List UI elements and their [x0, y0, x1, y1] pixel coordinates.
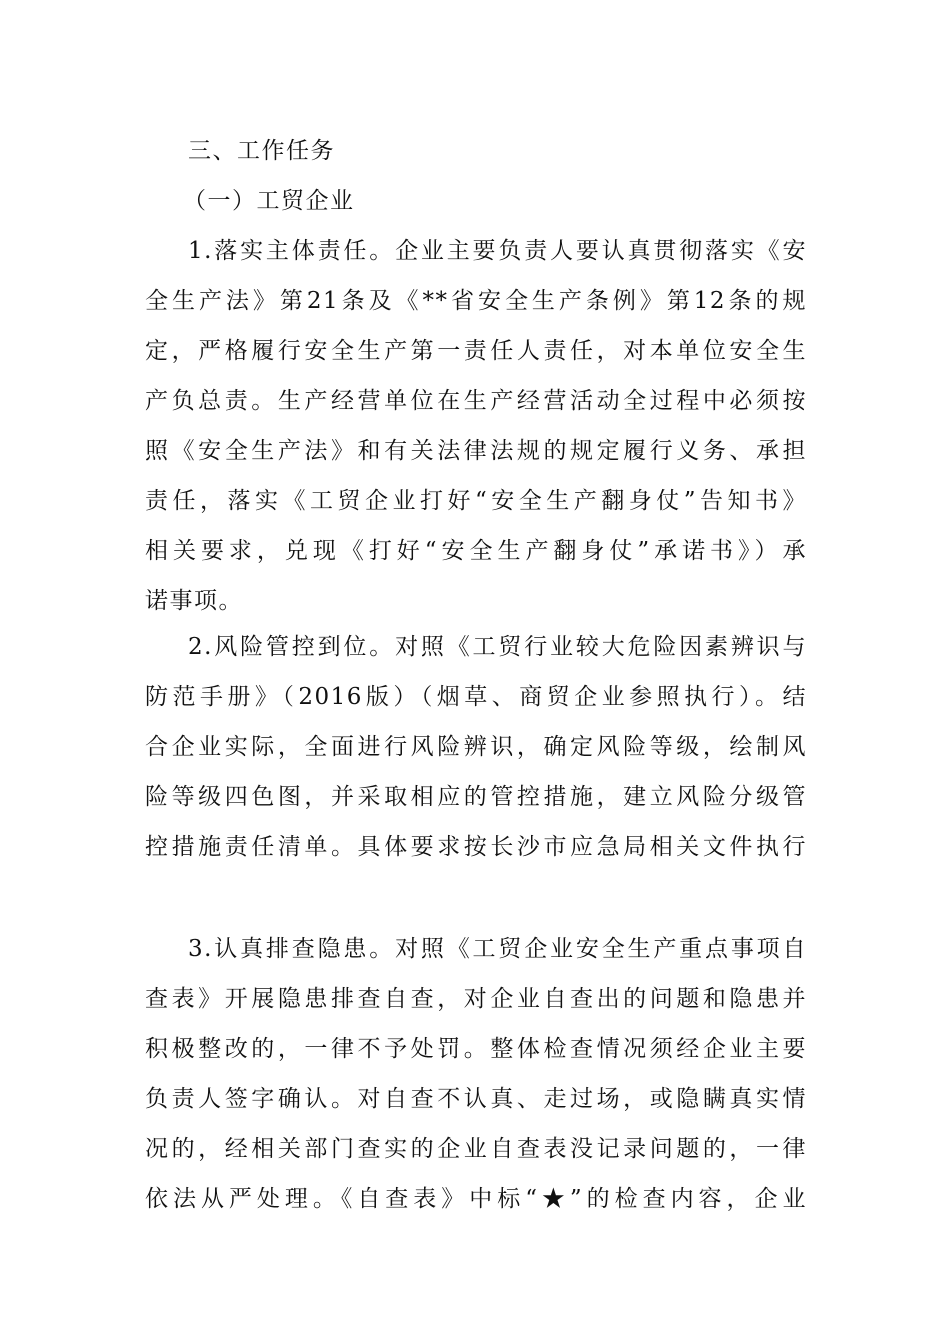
paragraph-line: 依法从严处理。《自查表》中标“★”的检查内容，企业: [145, 1186, 807, 1212]
paragraph-line: 查表》开展隐患排查自查，对企业自查出的问题和隐患并: [145, 986, 807, 1012]
paragraph-line: 控措施责任清单。具体要求按长沙市应急局相关文件执行: [145, 834, 807, 860]
paragraph-line: 全生产法》第21条及《**省安全生产条例》第12条的规: [145, 288, 807, 314]
paragraph-line: 积极整改的，一律不予处罚。整体检查情况须经企业主要: [145, 1036, 807, 1062]
paragraph-line: 3.认真排查隐患。对照《工贸企业安全生产重点事项自: [188, 936, 807, 962]
paragraph-line: 况的，经相关部门查实的企业自查表没记录问题的，一律: [145, 1136, 807, 1162]
paragraph-line: 照《安全生产法》和有关法律法规的规定履行义务、承担: [145, 438, 807, 464]
paragraph-line: 险等级四色图，并采取相应的管控措施，建立风险分级管: [145, 784, 807, 810]
paragraph-line: 1.落实主体责任。企业主要负责人要认真贯彻落实《安: [188, 238, 807, 264]
paragraph-line: 负责人签字确认。对自查不认真、走过场，或隐瞒真实情: [145, 1086, 807, 1112]
section-heading: 三、工作任务: [188, 138, 335, 164]
paragraph-line: 防范手册》（2016版）（烟草、商贸企业参照执行）。结: [145, 684, 807, 710]
paragraph-line: 合企业实际，全面进行风险辨识，确定风险等级，绘制风: [145, 734, 807, 760]
paragraph-line: 相关要求，兑现《打好“安全生产翻身仗”承诺书》）承: [145, 538, 807, 564]
subsection-heading: （一）工贸企业: [183, 188, 355, 214]
paragraph-line: 定，严格履行安全生产第一责任人责任，对本单位安全生: [145, 338, 807, 364]
paragraph-line: 2.风险管控到位。对照《工贸行业较大危险因素辨识与: [188, 634, 807, 660]
paragraph-line: 责任，落实《工贸企业打好“安全生产翻身仗”告知书》: [145, 488, 807, 514]
paragraph-line: 产负总责。生产经营单位在生产经营活动全过程中必须按: [145, 388, 807, 414]
paragraph-line: 诺事项。: [145, 588, 243, 614]
